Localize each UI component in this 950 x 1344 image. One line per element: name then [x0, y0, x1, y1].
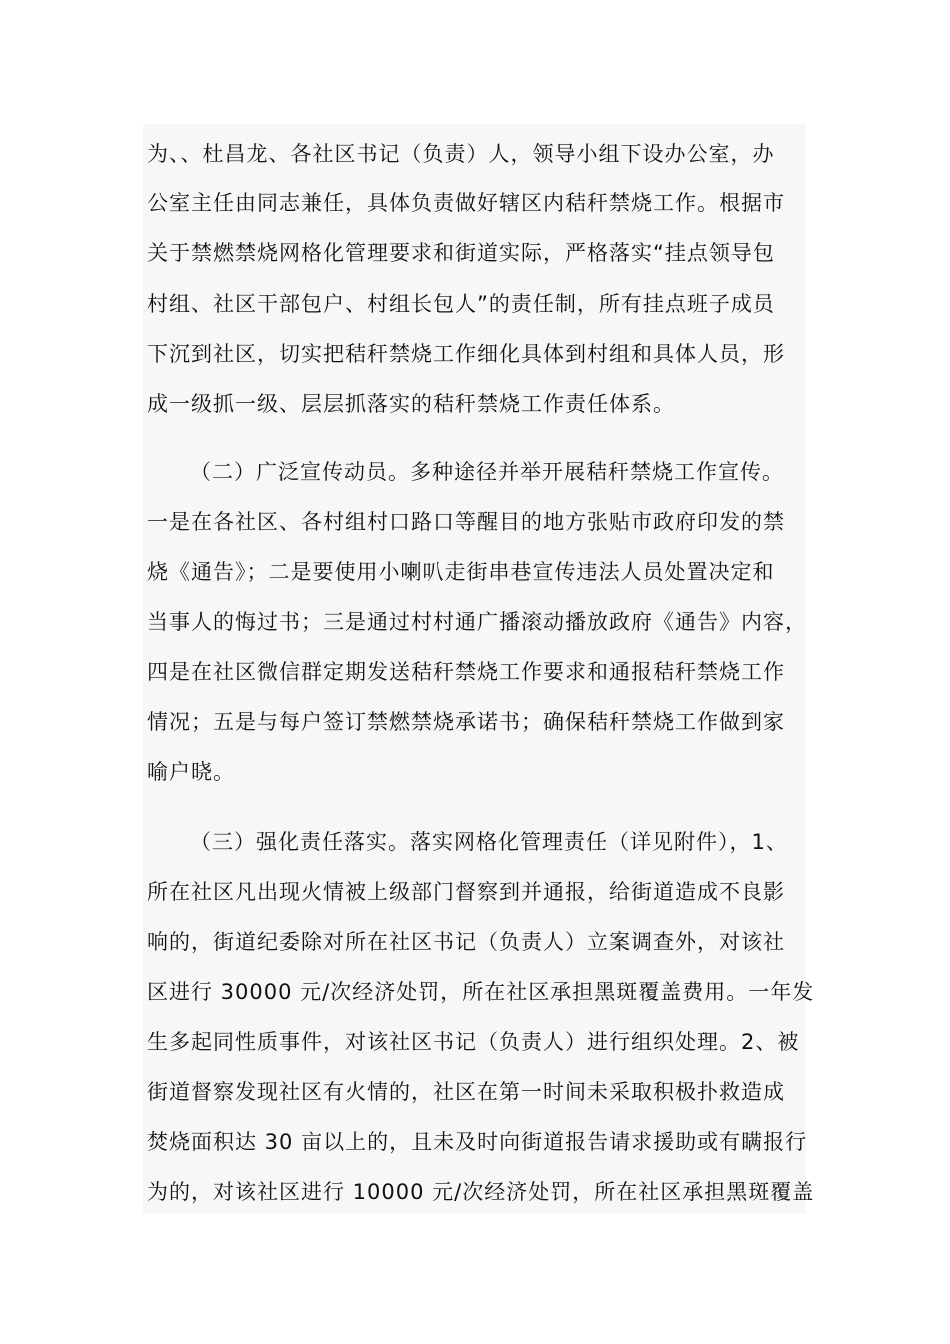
text-line: 为、、杜昌龙、各社区书记（负责）人，领导小组下设办公室，办 [147, 142, 775, 166]
paragraph-heading: （二）广泛宣传动员。多种途径并举开展秸秆禁烧工作宣传。 [190, 460, 784, 484]
paragraph-heading: （三）强化责任落实。落实网格化管理责任（详见附件），1、 [190, 830, 788, 854]
text-line: 一是在各社区、各村组村口路口等醒目的地方张贴市政府印发的禁 [147, 510, 785, 534]
text-line: 当事人的悔过书；三是通过村村通广播滚动播放政府《通告》内容， [147, 610, 807, 634]
text-line: 四是在社区微信群定期发送秸秆禁烧工作要求和通报秸秆禁烧工作 [147, 660, 785, 684]
text-line: 成一级抓一级、层层抓落实的秸秆禁烧工作责任体系。 [147, 392, 675, 416]
text-line: 关于禁燃禁烧网格化管理要求和街道实际，严格落实“挂点领导包 [147, 241, 775, 265]
text-line: 喻户晓。 [147, 760, 235, 784]
text-line: 为的，对该社区进行 10000 元/次经济处罚，所在社区承担黑斑覆盖 [147, 1180, 815, 1204]
text-line: 街道督察发现社区有火情的，社区在第一时间未采取积极扑救造成 [147, 1080, 785, 1104]
text-line: 烧《通告》；二是要使用小喇叭走街串巷宣传违法人员处置决定和 [147, 560, 775, 584]
text-line: 公室主任由同志兼任，具体负责做好辖区内秸秆禁烧工作。根据市 [147, 191, 785, 215]
text-line: 下沉到社区，切实把秸秆禁烧工作细化具体到村组和具体人员，形 [147, 342, 785, 366]
text-line: 区进行 30000 元/次经济处罚，所在社区承担黑斑覆盖费用。一年发 [147, 980, 815, 1004]
text-line: 情况；五是与每户签订禁燃禁烧承诺书；确保秸秆禁烧工作做到家 [147, 710, 785, 734]
text-line: 生多起同性质事件，对该社区书记（负责人）进行组织处理。2、被 [147, 1030, 800, 1054]
text-line: 村组、社区干部包户、村组长包人”的责任制，所有挂点班子成员 [147, 292, 775, 316]
text-line: 所在社区凡出现火情被上级部门督察到并通报，给街道造成不良影 [147, 880, 785, 904]
text-line: 响的，街道纪委除对所在社区书记（负责人）立案调查外，对该社 [147, 930, 785, 954]
text-line: 焚烧面积达 30 亩以上的，且未及时向街道报告请求援助或有瞒报行 [147, 1130, 808, 1154]
